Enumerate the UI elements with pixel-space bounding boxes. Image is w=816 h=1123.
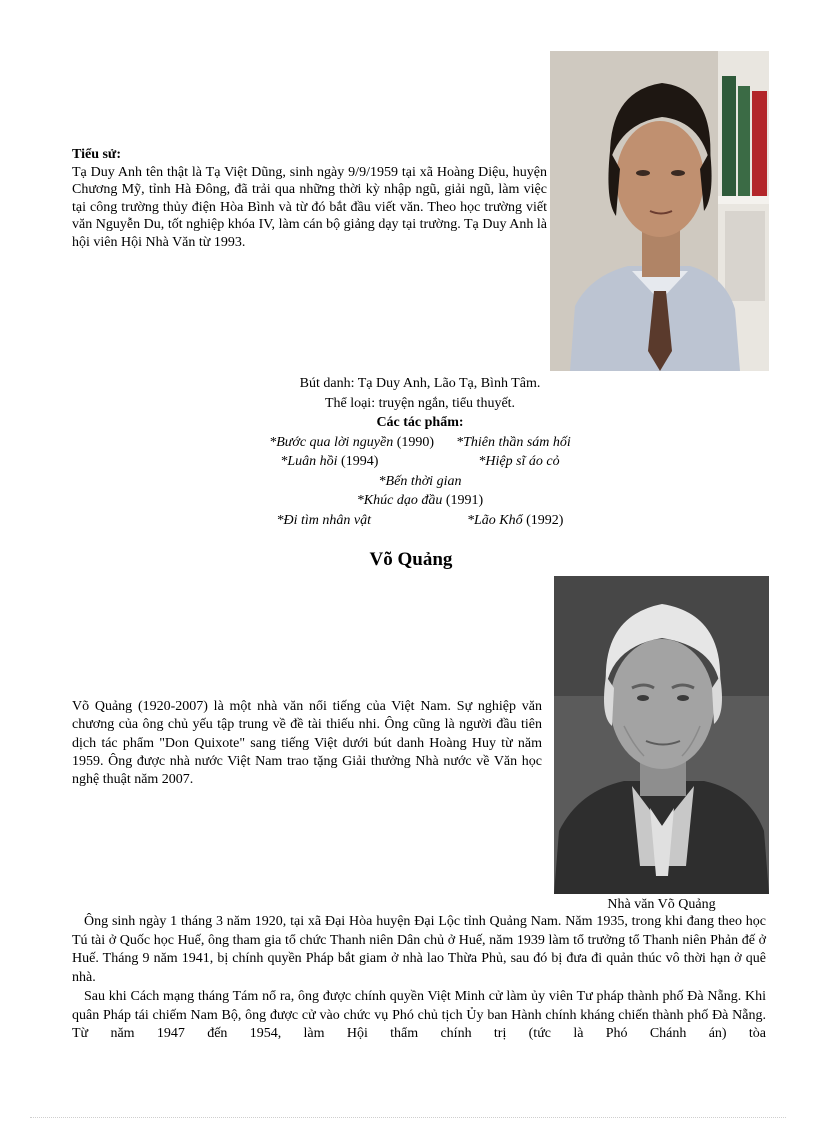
work-title: *Khúc dạo đầu xyxy=(356,493,443,508)
works-row-1 xyxy=(160,433,680,453)
work-year: (1994) xyxy=(341,454,379,469)
works-block xyxy=(160,374,680,530)
paragraph: Sau khi Cách mạng tháng Tám nổ ra, ông được chính quyền Việt Minh cử làm ủy viên Tư pháp thành phố Đà Nẵng. Khi quân Pháp tái chiếm Nam Bộ, ông được cử vào chức vụ Phó chủ tịch Ủy ban Hành chính kháng chiến thành phố Đà Nẵng. Từ năm 1947 đến 1954, làm Hội thẩm chính trị (tức là Phó Chánh án) tòa xyxy=(72,988,766,1042)
work-title: *Bến thời gian xyxy=(378,473,462,489)
works-row-2 xyxy=(160,452,680,472)
author-photo-ta-duy-anh xyxy=(550,51,769,371)
work-title: *Bước qua lời nguyền xyxy=(269,434,394,450)
work-title: *Luân hồi xyxy=(280,454,338,469)
biography-ta-duy-anh xyxy=(72,146,547,252)
work-year: (1990) xyxy=(396,434,435,450)
work-title: *Hiệp sĩ áo cỏ xyxy=(478,454,560,469)
intro-vo-quang: Võ Quảng (1920-2007) là một nhà văn nổi tiếng của Việt Nam. Sự nghiệp văn chương của ông chủ yếu tập trung về đề tài thiếu nhi. Ông cũng là người đầu tiên dịch tác phẩm "Don Quixote" sang tiếng Việt dưới bút danh Hoàng Huy từ năm 1959. Ông được nhà nước Việt Nam trao tặng Giải thưởng Nhà nước về Văn học nghệ thuật năm 2007. xyxy=(72,699,542,788)
work-year: (1992) xyxy=(526,512,564,528)
pen-names: Bút danh: Tạ Duy Anh, Lão Tạ, Bình Tâm. xyxy=(299,376,541,391)
paragraph: Ông sinh ngày 1 tháng 3 năm 1920, tại xã Đại Hòa huyện Đại Lộc tỉnh Quảng Nam. Năm 1935, trong khi đang theo học Tú tài ở Quốc học Huế, ông tham gia tổ chức Thanh niên Dân chủ ở Huế, năm 1939 làm tổ trưởng tổ Thanh niên Phản đế ở Huế. Tháng 9 năm 1941, bị chính quyền Pháp bắt giam ở nhà lao Thừa Phủ, sau đó bị đưa đi quản thúc vô thời hạn ở quê nhà. xyxy=(72,914,766,986)
works-heading: Các tác phẩm: xyxy=(376,415,464,430)
biography-label: Tiểu sử: xyxy=(72,147,121,162)
works-row-4 xyxy=(160,491,680,511)
photo-caption: Nhà văn Võ Quảng xyxy=(607,897,716,912)
biography-vo-quang xyxy=(72,913,766,1044)
biography-text: Tạ Duy Anh tên thật là Tạ Việt Dũng, sinh ngày 9/9/1959 tại xã Hoàng Diệu, huyện Chương Mỹ, tỉnh Hà Đông, đã trải qua những thời kỳ nhập ngũ, giải ngũ, làm việc tại công trường thủy điện Hòa Bình và từ đó bắt đầu viết văn. Theo học trường viết văn Nguyễn Du, tốt nghiệp khóa IV, làm cán bộ giảng dạy tại trường. Tạ Duy Anh là hội viên Hội Nhà Văn từ 1993. xyxy=(72,164,547,250)
works-row-5 xyxy=(160,511,680,531)
author-photo-vo-quang xyxy=(554,576,769,894)
work-year: (1991) xyxy=(445,493,484,508)
work-title: *Lão Khổ xyxy=(467,512,523,528)
section-heading-vo-quang: Võ Quảng xyxy=(369,549,453,570)
work-title: *Thiên thần sám hối xyxy=(456,434,571,450)
page-bottom-rule xyxy=(30,1117,786,1118)
genres: Thể loại: truyện ngắn, tiểu thuyết. xyxy=(324,395,516,411)
work-title: *Đi tìm nhân vật xyxy=(276,512,372,528)
works-row-3 xyxy=(160,472,680,492)
